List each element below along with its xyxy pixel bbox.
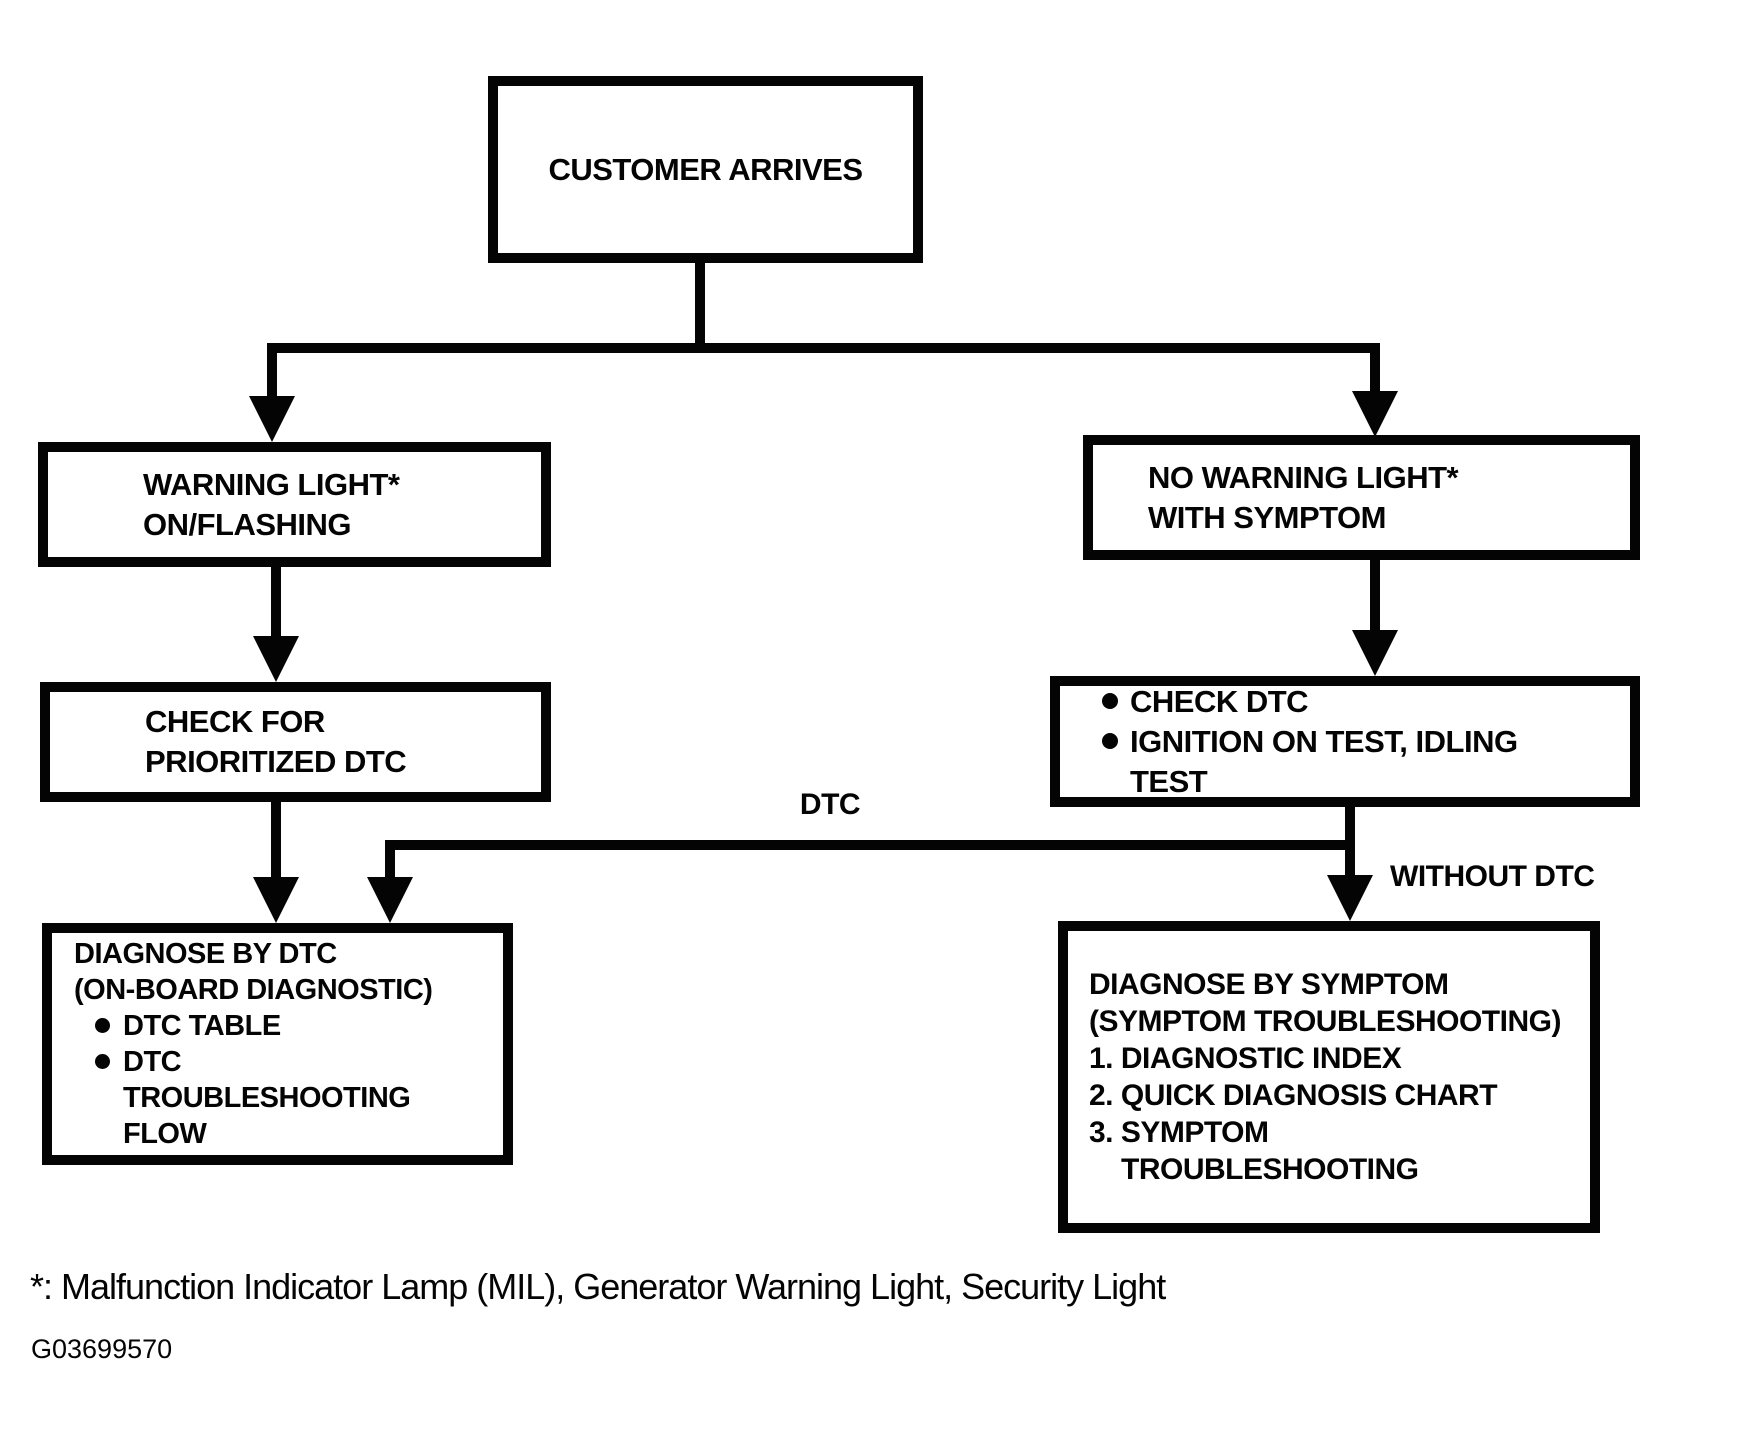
connector-dtc-horizontal: [385, 840, 1355, 850]
footnote: *: Malfunction Indicator Lamp (MIL), Generator Warning Light, Security Light: [30, 1266, 1166, 1307]
node-title-line: (ON-BOARD DIAGNOSTIC): [74, 974, 433, 1006]
connector-warning-to-check-shaft: [271, 560, 281, 642]
bullet-line: TROUBLESHOOTING: [123, 1082, 411, 1114]
bullet-icon: [95, 1018, 110, 1033]
connector-check-to-diagnose-shaft: [271, 795, 281, 881]
bullet-line: DTC TABLE: [123, 1010, 281, 1042]
arrow-down-icon: [253, 636, 299, 682]
node-check-prioritized-dtc: [40, 682, 551, 802]
arrow-down-icon: [253, 877, 299, 923]
connector-dtc-left-shaft: [385, 843, 395, 881]
node-title-line: (SYMPTOM TROUBLESHOOTING): [1089, 1005, 1561, 1038]
connector-branch-left-shaft: [267, 343, 277, 401]
bullet-text: [1130, 722, 1518, 802]
node-diagnose-by-dtc: [42, 923, 513, 1165]
connector-nowarning-to-checkdtc-shaft: [1370, 553, 1380, 635]
arrow-down-icon: [1352, 630, 1398, 676]
numbered-continuation-line: TROUBLESHOOTING: [1121, 1153, 1419, 1186]
bullet-line: DTC: [123, 1046, 182, 1078]
node-label-line: WITH SYMPTOM: [1148, 499, 1386, 535]
bullet-icon: [1102, 693, 1118, 709]
bullet-icon: [95, 1054, 110, 1069]
arrow-down-icon: [1327, 875, 1373, 921]
node-label: CUSTOMER ARRIVES: [548, 151, 863, 187]
connector-branch-right-shaft: [1370, 343, 1380, 396]
numbered-line: 2. QUICK DIAGNOSIS CHART: [1089, 1079, 1498, 1112]
node-diagnose-by-symptom: [1058, 921, 1600, 1233]
bullet-text: [123, 1008, 281, 1044]
bullet-line: CHECK DTC: [1130, 683, 1309, 719]
numbered-line: 1. DIAGNOSTIC INDEX: [1089, 1042, 1402, 1075]
bullet-icon: [1102, 733, 1118, 749]
node-check-dtc-tests: [1050, 676, 1640, 807]
bullet-item: [1102, 722, 1630, 802]
bullet-text: [123, 1044, 410, 1152]
connector-branch-horizontal: [267, 343, 1380, 353]
node-label-line: NO WARNING LIGHT*: [1148, 459, 1459, 495]
edge-label-without-dtc: WITHOUT DTC: [1390, 860, 1595, 893]
bullet-text: [1130, 682, 1308, 722]
bullet-line: TEST: [1130, 763, 1208, 799]
node-title-line: DIAGNOSE BY SYMPTOM: [1089, 968, 1449, 1001]
bullet-line: IGNITION ON TEST, IDLING: [1130, 723, 1518, 759]
node-label-line: CHECK FOR: [145, 704, 325, 739]
bullet-item: [1102, 682, 1630, 722]
node-warning-light: [38, 442, 551, 567]
node-label-line: PRIORITIZED DTC: [145, 744, 407, 779]
connector-root-stem: [695, 253, 705, 353]
node-label-line: WARNING LIGHT*: [143, 466, 400, 502]
arrow-down-icon: [249, 396, 295, 442]
arrow-down-icon: [367, 877, 413, 923]
figure-code: G03699570: [31, 1334, 173, 1364]
bullet-item: [95, 1044, 503, 1152]
node-no-warning-light: [1083, 435, 1640, 560]
numbered-line: 3. SYMPTOM: [1089, 1116, 1269, 1149]
node-customer-arrives: [488, 76, 923, 263]
node-title-line: DIAGNOSE BY DTC: [74, 938, 337, 970]
bullet-item: [95, 1008, 503, 1044]
node-label-line: ON/FLASHING: [143, 506, 352, 542]
bullet-line: FLOW: [123, 1118, 207, 1150]
edge-label-dtc: DTC: [799, 788, 861, 821]
arrow-down-icon: [1352, 391, 1398, 437]
